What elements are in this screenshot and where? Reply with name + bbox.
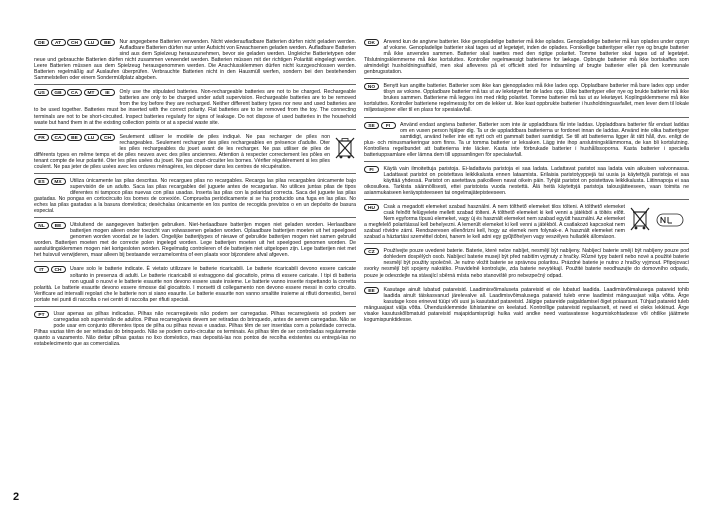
bin-and-nl-symbol-icon (629, 206, 689, 232)
lang-code: CA (51, 134, 66, 141)
language-codes (34, 134, 117, 152)
language-codes (34, 222, 67, 240)
lang-code: CA (67, 89, 82, 96)
language-codes (364, 39, 381, 57)
lang-code: IT (34, 266, 49, 273)
lang-code: GB (51, 89, 66, 96)
lang-code: IE (100, 89, 115, 96)
section-text: Usar apenas as pilhas indicadas. Pilhas não recarregáveis não podem ser carregadas. Pilhas recarregáveis só podem ser carregadas sob supervisão de adultos. Pilhas recarregáveis devem ser retiradas do brinquedo, antes de serem carregadas. Não se pode usar em conjunto diferentes tipos de pilha ou pilhas novas e usadas. Pilhas têm de ser inseridas com a polaridade correcta. Pilhas vazias têm de ser retiradas do brinquedo. Não se podem curto-circuitar os terminais. As pilhas têm de ser controladas regularmente quanto a vazamento. Não deitar pilhas gastas no lixo doméstico, mas depositá-las nos pontos de recolha existentes ou entregá-las no estabelecimento que as comercializa. (34, 310, 356, 347)
lang-code: HU (364, 204, 379, 211)
section-text: Kasutage ainult lubatud patareisid. Laadimisvõimaluseta patareisid ei ole lubatud laadida. Laadimisvõimalusega patareid tohib laadida ainult täiskasvanud järelevalve all. Laadimisvõimalusega patareid tuleb enne laadimist mänguasjast välja võtta. Ärge kasutage koos erinevat tüüpi või uusi ja kasutatud patareisid. Jälgige patareide paigaldamisel õiget polaarsust. Tühjad patareid tuleb mänguasjast välja võtta. Ühendusklemmide lühistamine on keelatud. Kontrollige patareisid regulaarselt, et need ei oleks lekkinud. Ärge visake kasutuskõlbmatuid patareisid majapidamisprügi hulka vaid andke need vastavatesse kogumiskohtadesse või ohtlike jäätmete kogumispunktidesse. (364, 286, 689, 323)
lang-code: LU (84, 39, 99, 46)
section-hu (364, 203, 689, 244)
lang-code: ES (34, 178, 49, 185)
lang-code: BE (67, 134, 82, 141)
language-codes (34, 266, 67, 284)
lang-code: SE (364, 122, 379, 129)
lang-code: AT (51, 39, 66, 46)
lang-code: PT (34, 311, 49, 318)
language-codes (34, 311, 51, 329)
section-ee (364, 286, 689, 326)
lang-code: CZ (364, 248, 379, 255)
section-no (364, 82, 689, 117)
section-dk (364, 38, 689, 79)
language-codes (34, 39, 117, 57)
lang-code: CH (51, 266, 66, 273)
section-pt (34, 310, 356, 350)
lang-code: CH (100, 134, 115, 141)
lang-code: US (34, 89, 49, 96)
lang-code: MX (51, 178, 66, 185)
section-text: Käytä vain ilmoitettuja paristoja. Ei-ladattavia paristoja ei saa ladata. Ladattavat paristot saa ladata vain aikuisen valvonnassa. Ladattavat paristot on poistettava leikkikalusta ennen lataamista. Erilaisia paristotyyppejä tai uusia ja käytettyjä paristoja ei saa käyttää yhdessä. Paristot on asetettava paikoilleen navat oikein päin. Tyhjät paristot on poistettava leikkikalusta. Liitinnapoja ei saa oikosulkea. Tarkista säännöllisesti, ettei paristoista vuoda nestettä. Älä heitä käytettyjä paristoja talousjätteeseen, vaan toimita ne asianmukaiseen keräyspisteeseen tai ongelmajätepisteeseen. (364, 165, 689, 196)
right-column (364, 38, 689, 329)
section-text: Používejte pouze uvedené baterie. Baterie, které nelze nabíjet, nesmějí být nabíjeny. Nabíjecí baterie smějí být nabíjeny pouze pod dohledem dospělých osob. Nabíjecí baterie musejí být před nabitím vyjmuty z hračky. Různé typy baterií nebo nové a použité baterie nesmějí být použity společně. Je nutno vložit baterie se správnou polaritou. Prázdné baterie je nutno z hračky vyjmout. Připojovací svorky nesmějí být spojeny nakrátko. Pravidelně kontrolujte, zda baterie nevytékají. Použité baterie neodhazujte do domovního odpadu, pouze je odevzdejte na stávající sběrná místa nebo stanoviště pro nebezpečný odpad. (364, 248, 689, 279)
language-codes (364, 122, 397, 140)
section-it (34, 265, 356, 306)
section-text: Usare solo le batterie indicate. È vietato utilizzare le batterie ricaricabili. Le batterie ricaricabili devono essere caricate soltanto in presenza di adulti. Le batterie ricaricabili si estraggono dal giocattolo, prima di essere caricate. I tipi di batteria non uguali o nuovi e le batterie esaurite non devono essere usate insieme. Le batterie vanno inserite rispettando la corretta polarità. Le batterie esaurite devono essere rimosse dal giocattolo. I morsetti di collegamento non devono essere messi in corto circuito. Verificare ad intervalli regolari che le batterie non si siano esaurite. Le batterie esaurite non vanno smaltite insieme ai rifiuti domestici, bensì portate nei punti di raccolta o nei centri di raccolta per rifiuti speciali. (34, 266, 356, 303)
section-se (364, 121, 689, 162)
language-codes (364, 204, 381, 222)
section-text: Använd endast angivna batterier. Batterier som inte är uppladdbara får inte laddas. Uppladdbara batterier får endast laddas om en vuxen person hjälper dig. Ta ur de uppladdbara batterierna ur fordonet innan de laddas. Använd inte olika batterityper samtidigt, använd heller inte ett nytt och ett gammalt batteri samtidigt. Se till att batterierna ligger åt rätt håll, dvs. enligt de plus- och minusmarkeringar som finns. Ta ur tomma batterier ur leksaken. Lägg inte ihop anslutningsklämmorna, de kan bli kortslutning. Kontrollera regelbundet att batterierna inte läcker. Kasta inte förbrukade batterier i hushållssoporna. Kasta batterier i speciella batteriuppsamlare eller lämna dem till uppsamlingen för specialavfall. (364, 121, 689, 158)
section-text: Only use the stipulated batteries. Non-rechargeable batteries are not to be charged. Rechargeable batteries are only to be charged under adult supervision. Rechargeable batteries are to be removed from the toy before they are recharged. Neither different battery types nor new and used batteries are to be used together. Batteries must be inserted with the correct polarity. Flat batteries are to be removed from the toy. The connecting terminals are not to be short-circuited. Inspect batteries regularly for signs of leakage. Do not dispose of used batteries in the household waste but hand them in at the existing collection points or at a special waste site. (34, 89, 356, 126)
section-text: Utiliza únicamente las pilas descritas. No recargues pilas no recargables. Recarga las pilas recargables únicamente bajo supervisión de un adulto. Saca las pilas recargables del juguete antes de recargarlas. No utilices juntas pilas de tipos diferentes ni tampoco pilas nuevas con pilas usadas. Inserta las pilas con la polaridad correcta. Saca del juguete las pilas gastadas. No pongas en cortocircuito los bornes de conexión. Comprueba periódicamente si se ha producido una fuga en las pilas. No eches las pilas gastadas a la basura doméstica; deséchalas únicamente en los puntos de recogida previstos o en un depósito de basura especial. (34, 177, 356, 215)
language-codes (364, 166, 381, 184)
lang-code: DK (364, 39, 379, 46)
section-nl (34, 221, 356, 262)
section-fi (364, 165, 689, 200)
language-codes (364, 287, 381, 305)
section-text: Uitsluitend de aangegeven batterijen gebruiken. Niet-herlaadbare batterijen mogen niet geladen worden. Herlaadbare batterijen mogen alleen onder toezicht van volwassenen geladen worden. Oplaadbare batterijen moeten uit het speelgoed genomen worden voordat ze te laden. Ongelijke batterijtypes of nieuwe of gebruikte batterijen mogen niet samen gebruikt worden. Batterijen moeten met de correcte polen ingelegd worden. Lege batterijen moeten uit het speelgoed genomen worden. De aansluitingsklemmen mogen niet kortgesloten worden. Regelmatig controleren of de batterijen niet uitgelopen zijn. Lege batterijen niet met het huisvuil verwijderen, maar alleen bij bestaande verzamelcentra of een plaats voor bijzondere afval afgeven. (34, 222, 356, 259)
language-codes (364, 83, 381, 101)
lang-code: BE (100, 39, 115, 46)
section-es (34, 177, 356, 218)
section-text: Csak a megadott elemeket szabad használni. A nem tölthető elemeket tilos tölteni. A tölthető elemeket csak felnőtt felügyelete mellett szabad tölteni. A tölthető elemeket ki kell venni a játékból a töltés előtt. Nem egyforma típusú elemeket, vagy új és használt elemeket nem szabad együtt használni. Az elemeket a megfelelő polaritással kell behelyezni. A lemerült elemeket ki kell venni a játékból. A csatlakozó kapcsokat nem szabad rövidre zárni. Rendszeresen ellenőrizni kell, hogy az elemek nem folynak-e. A használt elemeket nem szabad a háztartási szeméttel dobni, hanem le kell adni egy gyűjtőhelyen vagy veszélyes hulladék állomáson. (364, 204, 625, 241)
language-codes (34, 89, 117, 107)
left-column (34, 38, 356, 353)
lang-code: LU (84, 134, 99, 141)
section-en (34, 88, 356, 129)
section-text: Benytt kun angitte batterier. Batterier som ikke kan gjenopplades må ikke lades opp. Oppladbare batterier må bare lades opp under tilsyn av voksne. Oppladbare batterier må tas ut av leketøyet før de lades opp. Ulike batterityper eller nye og brukte batterier må ikke brukes sammen. Batteriene må legges inn med riktig polaritet. Tomme batterier må tas ut av leketøyet. Koplingsklemmene må ikke kortsluttes. Kontroller batteriene regelmessig for om de lekker ut. Ikke kast oppbrukte batterier i husholdningsavfallet, men lever dem til lokale miljøstasjoner eller til en plass for spesialavfall. (364, 83, 689, 114)
lang-code: BE (51, 222, 66, 229)
section-de (34, 38, 356, 85)
lang-code: NL (34, 222, 49, 229)
lang-code: FI (364, 166, 379, 173)
lang-code: FR (34, 134, 49, 141)
section-text: Seulement utiliser le modèle de piles indiqué. Ne pas recharger de piles non rechargeables. Seulement recharger des piles rechargeables en présence d'adulte. Oter les piles rechargeables du jouet avant de les recharger. Ne pas utiliser de piles de différents types en même temps et de piles neuves avec des piles anciennes. Attention à respecter correctement les pôles en tenant compte de leur polarité. Oter les piles usées du jouet. Ne pas court-circuiter les bornes. Vérifier régulièrement si les piles coulent. Ne pas jeter de piles usées avec les ordures ménagères, les déposer dans les centres de récupération. (34, 133, 330, 170)
lang-code: NO (364, 83, 379, 90)
lang-code: DE (34, 39, 49, 46)
language-codes (34, 178, 67, 196)
section-text: Nur angegebene Batterien verwenden. Nicht wiederaufladbare Batterien dürfen nicht geladen werden. Aufladbare Batterien dürfen nur unter Aufsicht von Erwachsenen geladen werden. Aufladbare Batterien sind aus dem Spielzeug herauszunehmen, bevor sie geladen werden. Ungleiche Batterietypen oder neue und gebrauchte Batterien dürfen nicht zusammen verwendet werden. Batterien müssen mit der richtigen Polarität eingelegt werden. Leere Batterien müssen aus dem Spielzeug herausgenommen werden. Die Anschlussklemmen dürfen nicht kurzgeschlossen werden. Batterien regelmäßig auf Auslaufen überprüfen. Verbrauchte Batterien nicht in den Hausmüll werfen, sondern bei den bestehenden Sammelstellen oder einem Sondermüllplatz abgeben. (34, 39, 356, 82)
page-number: 2 (13, 491, 20, 503)
lang-code: CH (67, 39, 82, 46)
section-cz (364, 247, 689, 282)
lang-code: FI (381, 122, 396, 129)
lang-code: EE (364, 287, 379, 294)
crossed-bin-icon (334, 136, 356, 160)
language-codes (364, 248, 381, 266)
section-text: Anvend kun de angivne batterier. Ikke genopladelige batterier må ikke oplades. Genopladelige batterier må kun oplades under opsyn af voksne. Genopladelige batterier skal tages ud af legetøjet, inden de oplades. Forskellige batterityper eller nye og brugte batterier må ikke anvendes sammen. Batterier skal isættes med den rigtige polaritet. Tomme batterier skal tages ud af legetøjet. Tilslutningsklemmerne må ikke kortsluttes. Kontroller regelmæssigt batterierne for lækage. Opbrugte batterier må ikke bortskaffes som almindeligt husholdningsaffald, men skal afleveres på et officielt sted for indsamling af brugte batterier eller på den kommunale genbrugsstation. (364, 39, 689, 76)
lang-code: MT (84, 89, 99, 96)
section-fr (34, 133, 356, 174)
